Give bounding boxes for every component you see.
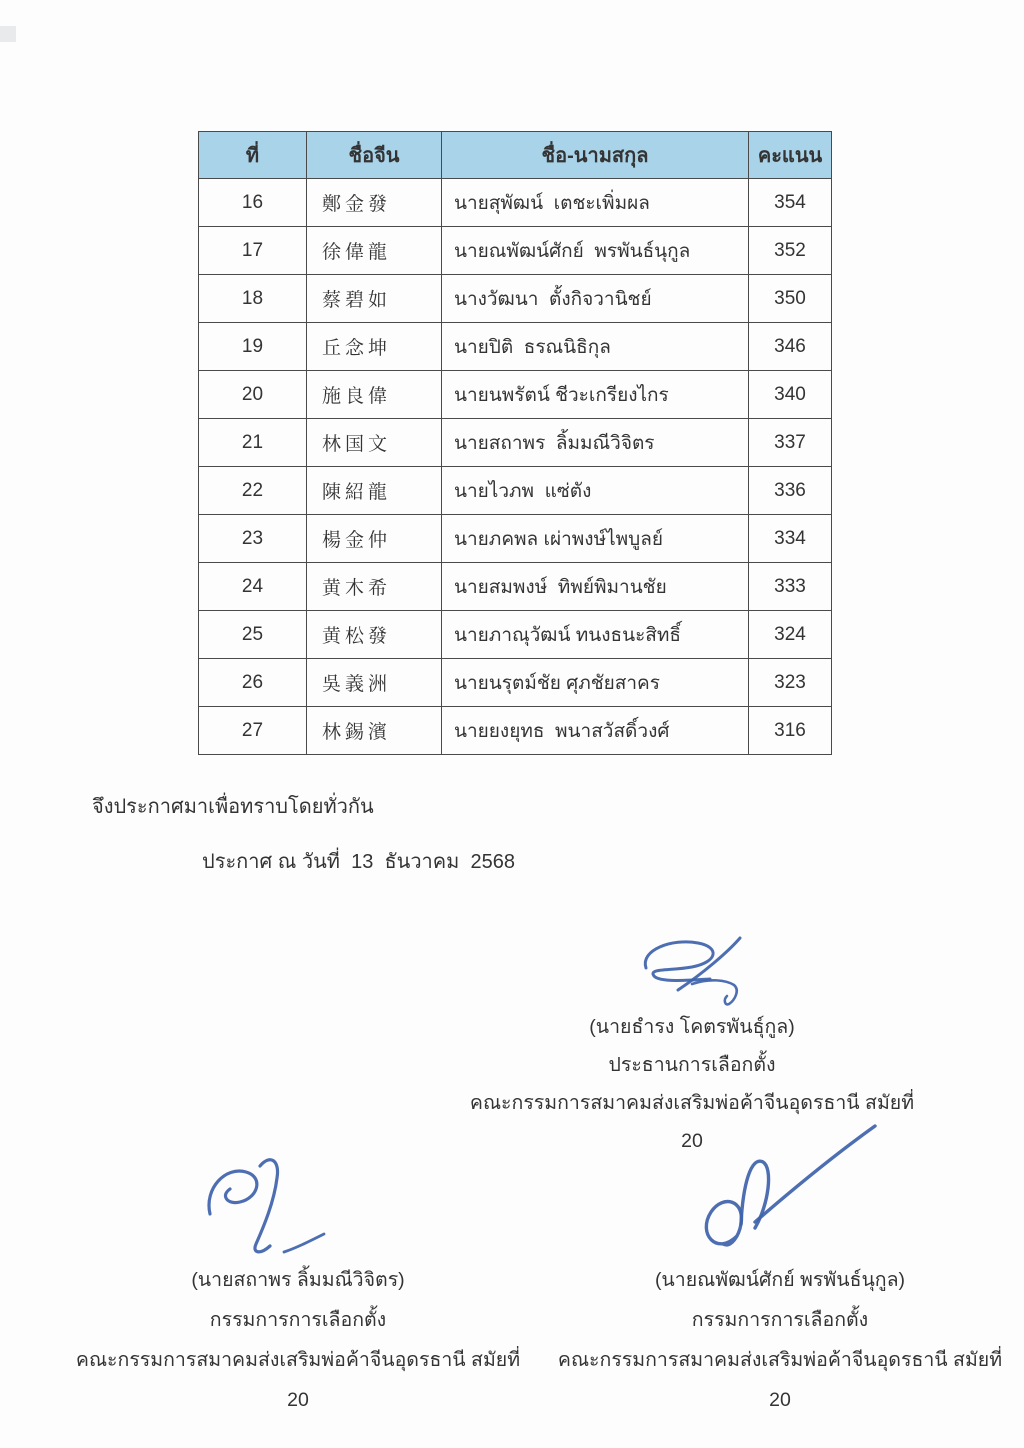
cell-score: 350	[749, 275, 832, 323]
cell-chinese-name: 林国文	[307, 419, 442, 467]
cell-score: 337	[749, 419, 832, 467]
cell-no: 17	[199, 227, 307, 275]
cell-score: 346	[749, 323, 832, 371]
cell-thai-name: นายสถาพร ลิ้มมณีวิจิตร	[442, 419, 749, 467]
table-row	[199, 707, 832, 755]
closing-statement: จึงประกาศมาเพื่อทราบโดยทั่วกัน	[92, 796, 374, 818]
cell-chinese-name: 陳紹龍	[307, 467, 442, 515]
cell-chinese-name: 施良偉	[307, 371, 442, 419]
table-row	[199, 611, 832, 659]
table-row	[199, 419, 832, 467]
cell-score: 333	[749, 563, 832, 611]
cell-thai-name: นางวัฒนา ตั้งกิจวานิชย์	[442, 275, 749, 323]
signer-organization: คณะกรรมการสมาคมส่งเสริมพ่อค้าจีนอุดรธานี สมัยที่ 20	[469, 1092, 915, 1152]
cell-chinese-name: 林錫濱	[307, 707, 442, 755]
results-table-header	[199, 132, 832, 179]
signature-chairman-ink	[632, 934, 762, 1012]
table-row	[199, 323, 832, 371]
table-row	[199, 659, 832, 707]
cell-thai-name: นายสุพัฒน์ เตชะเพิ่มผล	[442, 179, 749, 227]
signer-role: ประธานการเลือกตั้ง	[608, 1054, 776, 1076]
cell-no: 16	[199, 179, 307, 227]
table-row	[199, 275, 832, 323]
signature-block-member-left	[63, 1260, 533, 1420]
cell-score: 340	[749, 371, 832, 419]
table-row	[199, 371, 832, 419]
announcement-date: ประกาศ ณ วันที่ 13 ธันวาคม 2568	[202, 851, 515, 873]
cell-score: 354	[749, 179, 832, 227]
signer-name: (นายสถาพร ลิ้มมณีวิจิตร)	[191, 1269, 405, 1291]
cell-score: 316	[749, 707, 832, 755]
cell-no: 20	[199, 371, 307, 419]
signer-role: กรรมการการเลือกตั้ง	[691, 1309, 869, 1331]
cell-score: 336	[749, 467, 832, 515]
cell-no: 22	[199, 467, 307, 515]
column-header-score: คะแนน	[749, 132, 832, 179]
signature-member-left-ink	[200, 1152, 340, 1264]
signer-name: (นายณพัฒน์ศักย์ พรพันธ์นุกูล)	[654, 1269, 906, 1291]
results-table	[198, 131, 832, 755]
cell-chinese-name: 鄭金發	[307, 179, 442, 227]
cell-no: 26	[199, 659, 307, 707]
table-row	[199, 179, 832, 227]
column-header-thai-name: ชื่อ-นามสกุล	[442, 132, 749, 179]
cell-thai-name: นายไวภพ แซ่ตัง	[442, 467, 749, 515]
cell-no: 27	[199, 707, 307, 755]
cell-score: 324	[749, 611, 832, 659]
signature-member-right-ink	[693, 1112, 888, 1262]
cell-score: 334	[749, 515, 832, 563]
column-header-chinese-name: ชื่อจีน	[307, 132, 442, 179]
table-row	[199, 467, 832, 515]
table-row	[199, 563, 832, 611]
cell-chinese-name: 徐偉龍	[307, 227, 442, 275]
cell-chinese-name: 楊金仲	[307, 515, 442, 563]
cell-thai-name: นายภคพล เผ่าพงษ์ไพบูลย์	[442, 515, 749, 563]
signature-block-member-right	[545, 1260, 1015, 1420]
column-header-no: ที่	[199, 132, 307, 179]
cell-thai-name: นายภาณุวัฒน์ ทนงธนะสิทธิ์	[442, 611, 749, 659]
cell-no: 23	[199, 515, 307, 563]
cell-chinese-name: 黄木希	[307, 563, 442, 611]
cell-thai-name: นายนรุตม์ชัย ศุภชัยสาคร	[442, 659, 749, 707]
table-row	[199, 515, 832, 563]
signer-organization: คณะกรรมการสมาคมส่งเสริมพ่อค้าจีนอุดรธานี สมัยที่ 20	[557, 1349, 1003, 1411]
signer-name: (นายธำรง โคตรพันธุ์กูล)	[589, 1016, 795, 1038]
scan-artifact	[0, 26, 16, 42]
cell-thai-name: นายปิติ ธรณนิธิกุล	[442, 323, 749, 371]
signer-organization: คณะกรรมการสมาคมส่งเสริมพ่อค้าจีนอุดรธานี สมัยที่ 20	[75, 1349, 521, 1411]
cell-thai-name: นายณพัฒน์ศักย์ พรพันธ์นุกูล	[442, 227, 749, 275]
cell-score: 352	[749, 227, 832, 275]
results-table-body	[199, 179, 832, 755]
cell-chinese-name: 丘念坤	[307, 323, 442, 371]
cell-thai-name: นายนพรัตน์ ชีวะเกรียงไกร	[442, 371, 749, 419]
cell-no: 24	[199, 563, 307, 611]
cell-chinese-name: 黄松發	[307, 611, 442, 659]
cell-chinese-name: 吳義洲	[307, 659, 442, 707]
cell-no: 25	[199, 611, 307, 659]
signer-role: กรรมการการเลือกตั้ง	[209, 1309, 387, 1331]
cell-no: 21	[199, 419, 307, 467]
cell-no: 18	[199, 275, 307, 323]
table-row	[199, 227, 832, 275]
header-row	[199, 132, 832, 179]
cell-score: 323	[749, 659, 832, 707]
cell-thai-name: นายสมพงษ์ ทิพย์พิมานชัย	[442, 563, 749, 611]
cell-chinese-name: 蔡碧如	[307, 275, 442, 323]
cell-no: 19	[199, 323, 307, 371]
cell-thai-name: นายยงยุทธ พนาสวัสดิ์วงศ์	[442, 707, 749, 755]
